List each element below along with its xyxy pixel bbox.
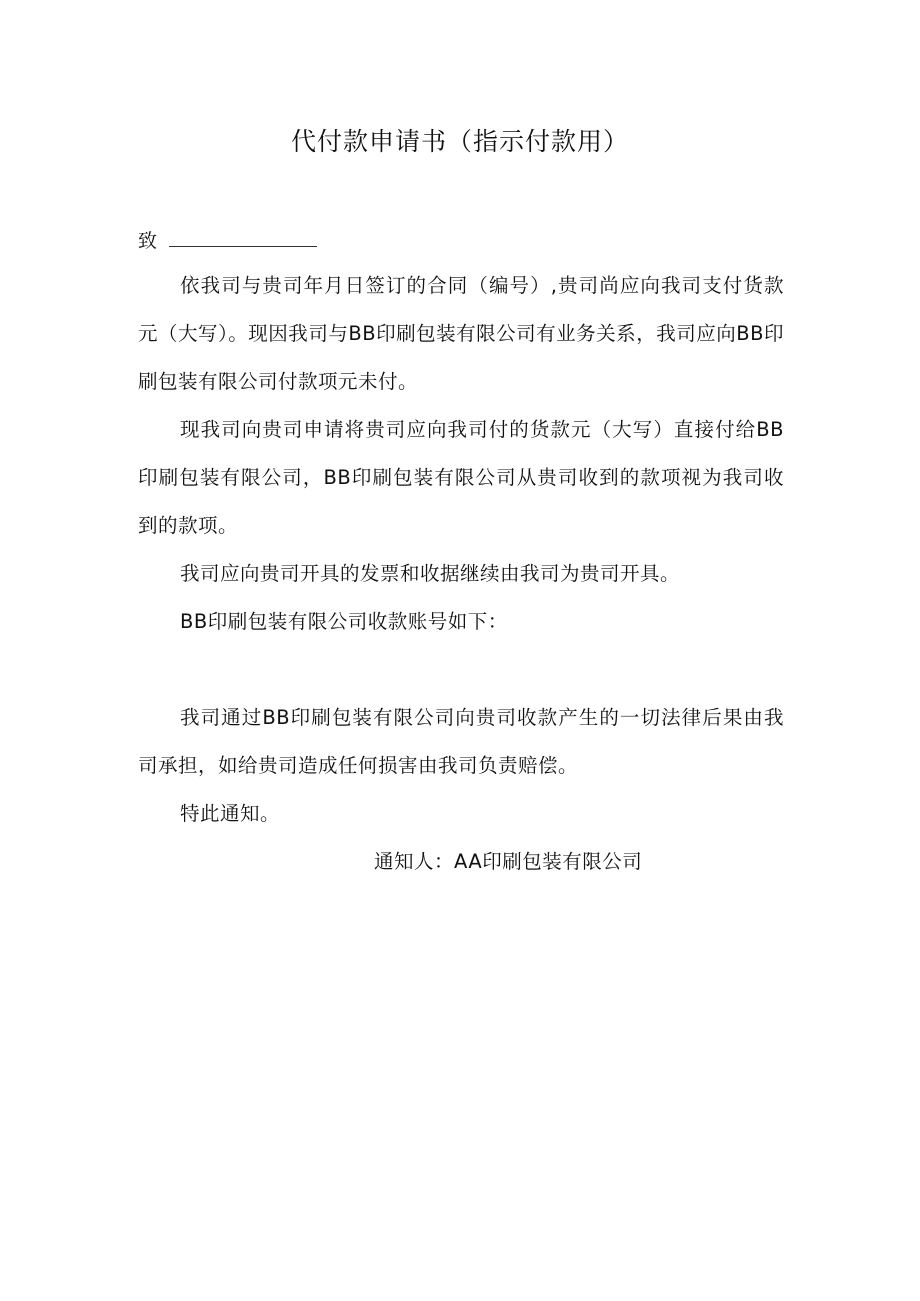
paragraph-account: BB印刷包装有限公司收款账号如下： xyxy=(180,610,508,633)
recipient-label: 致 xyxy=(138,230,158,252)
recipient-blank xyxy=(169,232,317,247)
recipient-line xyxy=(138,226,317,253)
signature-line: 通知人：AA印刷包装有限公司 xyxy=(374,850,643,873)
paragraph-request: 现我司向贵司申请将贵司应向我司付的货款元（大写）直接付给BB印刷包装有限公司，BB印刷包装有限公司从贵司收到的款项视为我司收到的款项。 xyxy=(138,418,784,537)
paragraph-closing: 特此通知。 xyxy=(180,802,281,825)
paragraph-invoice: 我司应向贵司开具的发票和收据继续由我司为贵司开具。 xyxy=(180,562,681,585)
document-title: 代付款申请书（指示付款用） xyxy=(290,127,629,156)
paragraph-liability: 我司通过BB印刷包装有限公司向贵司收款产生的一切法律后果由我司承担，如给贵司造成任何损害由我司负责赔偿。 xyxy=(138,706,784,777)
paragraph-contract: 依我司与贵司年月日签订的合同（编号）,贵司尚应向我司支付货款元（大写）。现因我司与BB印刷包装有限公司有业务关系，我司应向BB印刷包装有限公司付款项元未付。 xyxy=(138,274,784,393)
